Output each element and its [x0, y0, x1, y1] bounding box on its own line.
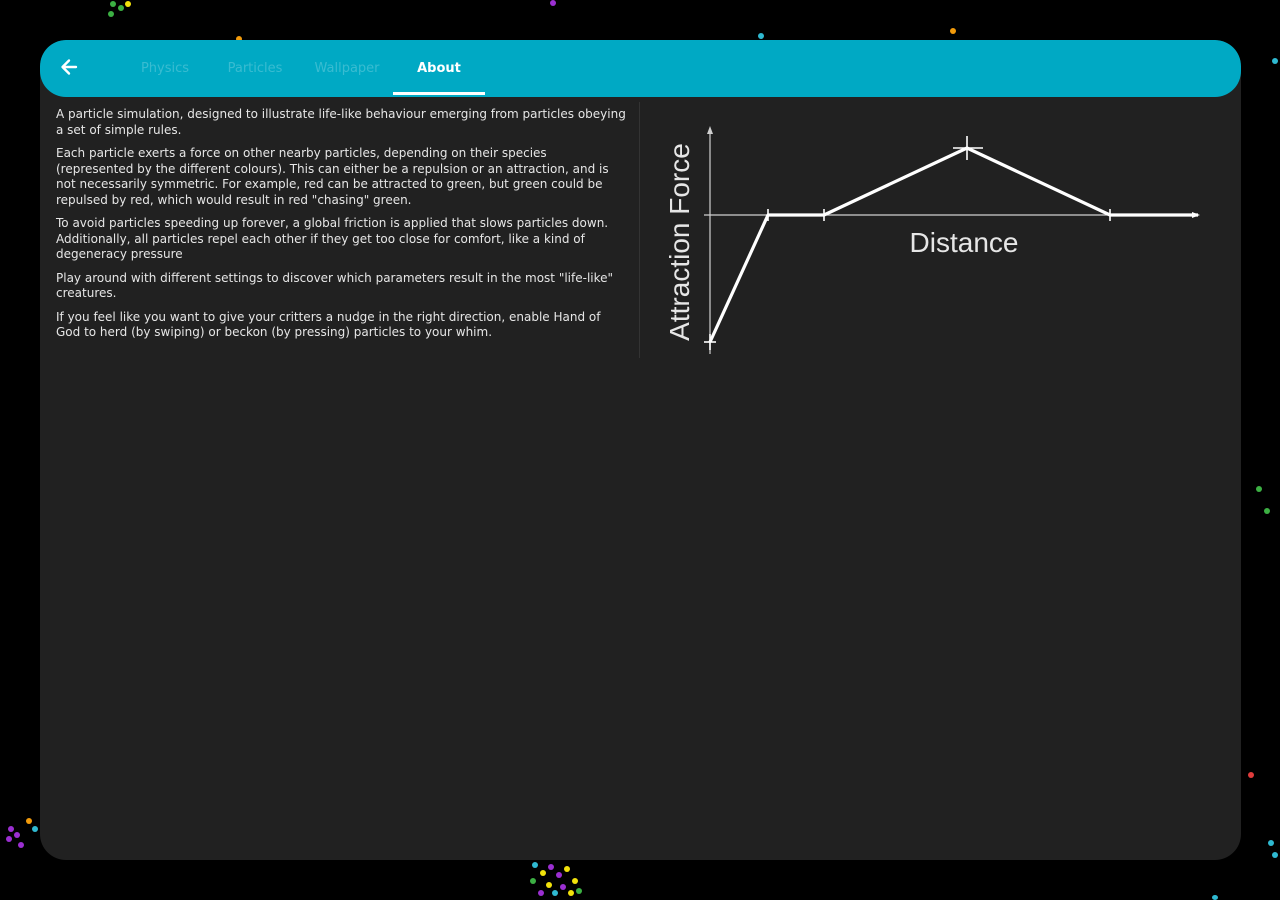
tab-physics[interactable] — [128, 40, 202, 97]
particle — [540, 870, 546, 876]
about-paragraph: Each particle exerts a force on other nearby particles, depending on their species (represented by the different colours). This can either be a repulsion or an attraction, and is not necessarily symmetric. For example, red can be attracted to green, but green could be repulsed by red, which would result in red "chasing" green. — [56, 146, 609, 207]
particle — [572, 878, 578, 884]
about-text — [56, 107, 626, 349]
tab-about[interactable] — [393, 40, 485, 97]
x-axis-label: Distance — [909, 227, 1019, 258]
particle — [1264, 508, 1270, 514]
particle — [18, 842, 24, 848]
particle — [560, 884, 566, 890]
tab-wallpaper[interactable] — [304, 40, 390, 97]
tab-label: Wallpaper — [314, 61, 380, 76]
particle — [1272, 58, 1278, 64]
tab-label: Physics — [140, 61, 190, 76]
y-axis-label: Attraction Force — [664, 143, 695, 341]
settings-panel — [40, 40, 1241, 860]
arrow-left-icon — [60, 58, 78, 80]
about-paragraph: To avoid particles speeding up forever, a global friction is applied that slows particles down. Additionally, all particles repel each other if they get too close for comfort, like a kind of degeneracy pressure — [56, 216, 609, 261]
top-bar — [40, 40, 1241, 97]
particle — [14, 832, 20, 838]
back-button[interactable] — [54, 54, 84, 84]
tab-label: About — [417, 61, 461, 76]
y-axis-arrow — [707, 126, 713, 134]
particle — [546, 882, 552, 888]
tab-indicator — [393, 92, 485, 95]
particle — [8, 826, 14, 832]
particle — [118, 5, 124, 11]
particle — [530, 878, 536, 884]
particle — [1268, 840, 1274, 846]
column-divider — [639, 102, 640, 358]
particle — [125, 1, 131, 7]
particle — [1212, 895, 1218, 900]
about-paragraph: If you feel like you want to give your critters a nudge in the right direction, enable Hand of God to herd (by swiping) or beckon (by pressing) particles to your whim. — [56, 309, 601, 339]
particle — [576, 888, 582, 894]
particle — [564, 866, 570, 872]
tab-particles[interactable] — [214, 40, 296, 97]
particle — [1248, 772, 1254, 778]
particle — [758, 33, 764, 39]
tab-label: Particles — [227, 61, 283, 76]
particle — [1256, 486, 1262, 492]
force-distance-graph — [658, 122, 1228, 358]
particle — [1272, 852, 1278, 858]
particle — [110, 1, 116, 7]
about-paragraph: A particle simulation, designed to illustrate life-like behaviour emerging from particles obeying a set of simple rules. — [56, 107, 626, 137]
particle — [950, 28, 956, 34]
control-points — [704, 136, 1110, 350]
particle — [556, 872, 562, 878]
particle — [32, 826, 38, 832]
particle — [552, 890, 558, 896]
particle — [6, 836, 12, 842]
about-paragraph: Play around with different settings to discover which parameters result in the most "life-like" creatures. — [56, 270, 614, 300]
particle — [26, 818, 32, 824]
particle — [108, 11, 114, 17]
particle — [568, 890, 574, 896]
particle — [548, 864, 554, 870]
particle — [550, 0, 556, 6]
particle — [532, 862, 538, 868]
particle — [538, 890, 544, 896]
